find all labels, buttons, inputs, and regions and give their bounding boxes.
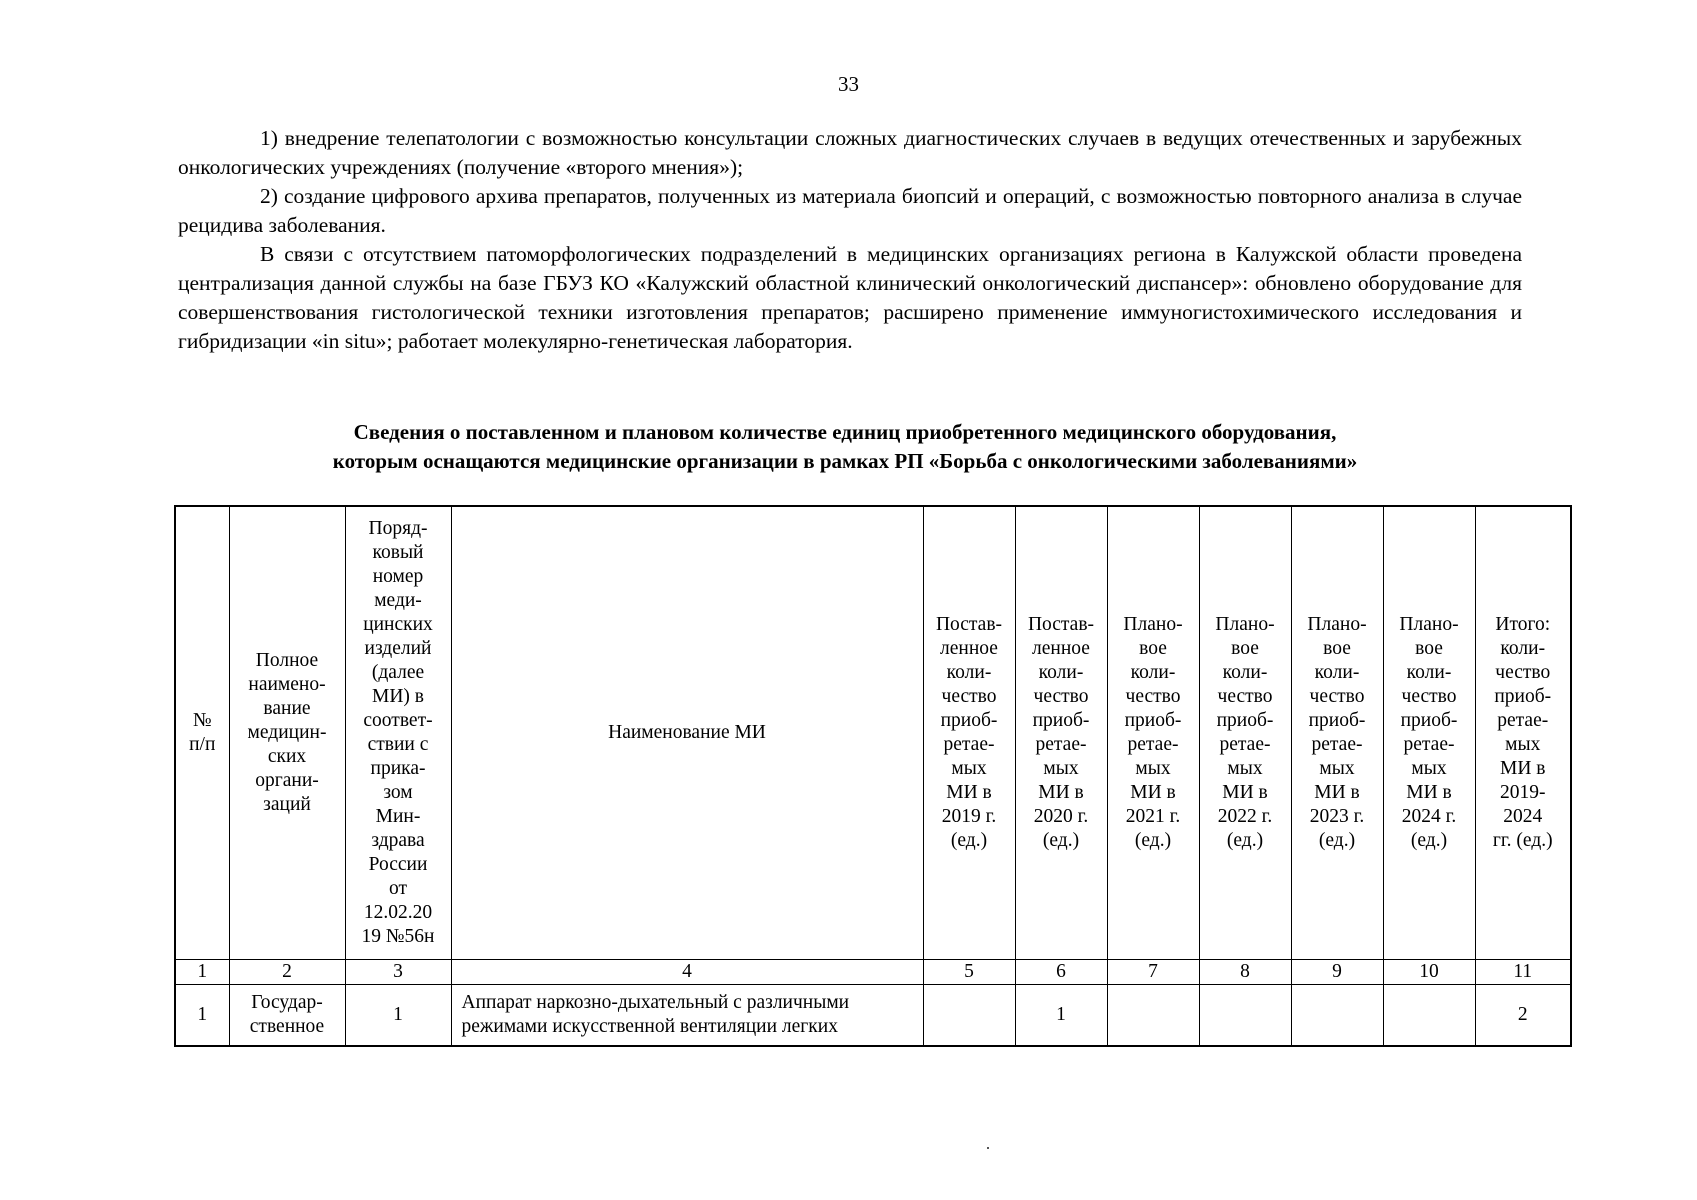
header-line: вое [1139,638,1167,659]
table-cell-col-2024 [1383,985,1475,1047]
header-line: заций [263,794,311,815]
header-line: приоб- [940,710,998,731]
column-number-cell: 1 [175,960,229,985]
paragraph-1: 1) внедрение телепатологии с возможностью консультации сложных диагностических случаев в ведущих отечественных и зарубежных онкологических учреждениях (получение «второго мнения»); [178,126,1522,179]
header-line: гг. (ед.) [1492,830,1553,851]
header-line: здрава [371,830,425,851]
paragraph-3: В связи с отсутствием патоморфологических подразделений в медицинских организациях региона в Калужской области проведена централизация данной службы на базе ГБУЗ КО «Калужский областной клинический онкологический диспансер»: обновлено оборудование для совершенствования гистологической техники изготовления препаратов; расширено применение иммуногистохимического исследования и гибридизации «in situ»; работает молекулярно-генетическая лаборатория. [178,242,1522,353]
header-line: чество [941,686,997,707]
header-line: приоб- [1032,710,1090,731]
header-line: мых [1227,758,1263,779]
header-line: 2023 г. [1309,806,1365,827]
header-line: номер [372,566,424,587]
header-line: ствии с [367,734,429,755]
header-line: ретае- [1035,734,1087,755]
header-line: 2024 [1503,806,1543,827]
cell-line: режимами искусственной вентиляции легких [461,1016,838,1037]
header-line: (ед.) [950,830,988,851]
column-number-cell: 4 [451,960,923,985]
table-cell-col-2019 [923,985,1015,1047]
header-line: ских [267,746,307,767]
header-line: чество [1217,686,1273,707]
header-line: коли- [1314,662,1360,683]
header-line: Плано- [1307,614,1367,635]
header-cell-col-2022 [1199,506,1291,960]
header-cell-col-total [1475,506,1571,960]
header-line: ретае- [1311,734,1363,755]
header-line: мых [1411,758,1447,779]
table-cell-col-number [175,985,229,1047]
header-line: МИ в [1038,782,1084,803]
header-cell-col-organization [229,506,345,960]
body-text [178,124,1522,356]
header-line: мых [1319,758,1355,779]
header-line: МИ в [1314,782,1360,803]
cell-line: 2 [1517,1004,1528,1025]
header-line: чество [1125,686,1181,707]
cell-line: 1 [197,1004,208,1025]
column-number-cell: 10 [1383,960,1475,985]
header-line: 2019- [1500,782,1546,803]
table-heading-line-1: Сведения о поставленном и плановом количестве единиц приобретенного медицинского оборудования, [353,420,1337,444]
header-line: чество [1401,686,1457,707]
header-line: МИ в [1499,758,1546,779]
table-cell-col-2021 [1107,985,1199,1047]
header-cell-col-2020 [1015,506,1107,960]
header-line: вое [1415,638,1443,659]
header-line: медицин- [247,722,327,743]
header-line: вание [263,698,311,719]
column-number-cell: 7 [1107,960,1199,985]
header-line: Постав- [1027,614,1095,635]
header-cell-col-item-name [451,506,923,960]
header-cell-col-order-number [345,506,451,960]
table-cell-col-order-number [345,985,451,1047]
header-line: Постав- [935,614,1003,635]
header-line: чество [1033,686,1089,707]
header-line: 2021 г. [1125,806,1181,827]
table-cell-col-2022 [1199,985,1291,1047]
header-line: Плано- [1399,614,1459,635]
header-line: приоб- [1308,710,1366,731]
header-line: чество [1495,662,1551,683]
header-cell-col-2019 [923,506,1015,960]
header-line: ретае- [1403,734,1455,755]
header-line: вое [1231,638,1259,659]
table-cell-col-item-name [451,985,923,1047]
header-line: мых [1135,758,1171,779]
page-number: 33 [838,72,859,96]
header-line: ретае- [1127,734,1179,755]
header-line: (ед.) [1410,830,1448,851]
header-line: мых [951,758,987,779]
header-line: (ед.) [1042,830,1080,851]
header-cell-col-2024 [1383,506,1475,960]
header-line: приоб- [1494,686,1552,707]
cell-line: ственное [249,1016,325,1037]
column-number-cell: 6 [1015,960,1107,985]
cell-line: Государ- [251,992,323,1013]
column-number-cell: 3 [345,960,451,985]
header-line: зом [383,782,413,803]
header-cell-col-number [175,506,229,960]
column-number-cell: 9 [1291,960,1383,985]
header-line: России [368,854,428,875]
column-number-cell: 5 [923,960,1015,985]
header-line: мых [1043,758,1079,779]
header-line: Плано- [1215,614,1275,635]
header-line: Наименование МИ [608,722,766,743]
header-line: цинских [363,614,433,635]
table-heading-line-2: которым оснащаются медицинские организации в рамках РП «Борьба с онкологическими заболеваниями» [332,449,1358,473]
table-cell-col-2020 [1015,985,1107,1047]
scan-speck [987,1147,989,1149]
table-cell-col-organization [229,985,345,1047]
header-line: 2022 г. [1217,806,1273,827]
header-line: Поряд- [368,518,428,539]
header-line: Мин- [375,806,421,827]
header-line: ретае- [1497,710,1549,731]
header-line: приоб- [1400,710,1458,731]
header-line: 2024 г. [1401,806,1457,827]
header-line: (ед.) [1318,830,1356,851]
header-line: мых [1505,734,1541,755]
header-line: (далее [371,662,425,683]
table-row [175,985,1571,1047]
header-line: 2020 г. [1033,806,1089,827]
header-line: 2019 г. [941,806,997,827]
header-row [175,506,1571,960]
header-line: МИ) в [372,686,424,707]
header-line: от [388,878,407,899]
table-cell-col-2023 [1291,985,1383,1047]
header-line: ретае- [1219,734,1271,755]
header-line: № [192,710,212,731]
header-line: приоб- [1216,710,1274,731]
header-line: ленное [940,638,998,659]
header-line: коли- [1500,638,1546,659]
header-line: коли- [1406,662,1452,683]
header-line: 12.02.20 [363,902,433,923]
header-line: п/п [189,734,216,755]
header-cell-col-2021 [1107,506,1199,960]
header-line: Итого: [1495,614,1551,635]
column-number-cell: 8 [1199,960,1291,985]
header-line: коли- [1038,662,1084,683]
header-line: чество [1309,686,1365,707]
header-line: (ед.) [1226,830,1264,851]
header-line: коли- [946,662,992,683]
column-number-cell: 2 [229,960,345,985]
header-line: ленное [1032,638,1090,659]
table-heading [150,418,1540,476]
header-line: Плано- [1123,614,1183,635]
header-cell-col-2023 [1291,506,1383,960]
cell-line: 1 [1056,1004,1066,1025]
header-line: приоб- [1124,710,1182,731]
cell-line: Аппарат наркозно-дыхательный с различными [461,992,850,1013]
header-line: ковый [372,542,424,563]
header-line: соответ- [363,710,433,731]
table-cell-col-total [1475,985,1571,1047]
header-line: МИ в [1406,782,1452,803]
column-number-row [175,960,1571,985]
header-line: меди- [374,590,422,611]
header-line: органи- [255,770,319,791]
header-line: коли- [1130,662,1176,683]
header-line: изделий [364,638,432,659]
column-number-cell: 11 [1475,960,1571,985]
header-line: наимено- [248,674,326,695]
header-line: (ед.) [1134,830,1172,851]
equipment-table [174,505,1572,1047]
cell-line: 1 [393,1004,403,1025]
header-line: ретае- [943,734,995,755]
header-line: МИ в [1130,782,1176,803]
paragraph-2: 2) создание цифрового архива препаратов, полученных из материала биопсий и операций, с возможностью повторного анализа в случае рецидива заболевания. [178,184,1522,237]
header-line: вое [1323,638,1351,659]
header-line: коли- [1222,662,1268,683]
header-line: 19 №56н [361,926,435,947]
header-line: МИ в [946,782,992,803]
header-line: Полное [255,650,319,671]
header-line: прика- [370,758,426,779]
header-line: МИ в [1222,782,1268,803]
